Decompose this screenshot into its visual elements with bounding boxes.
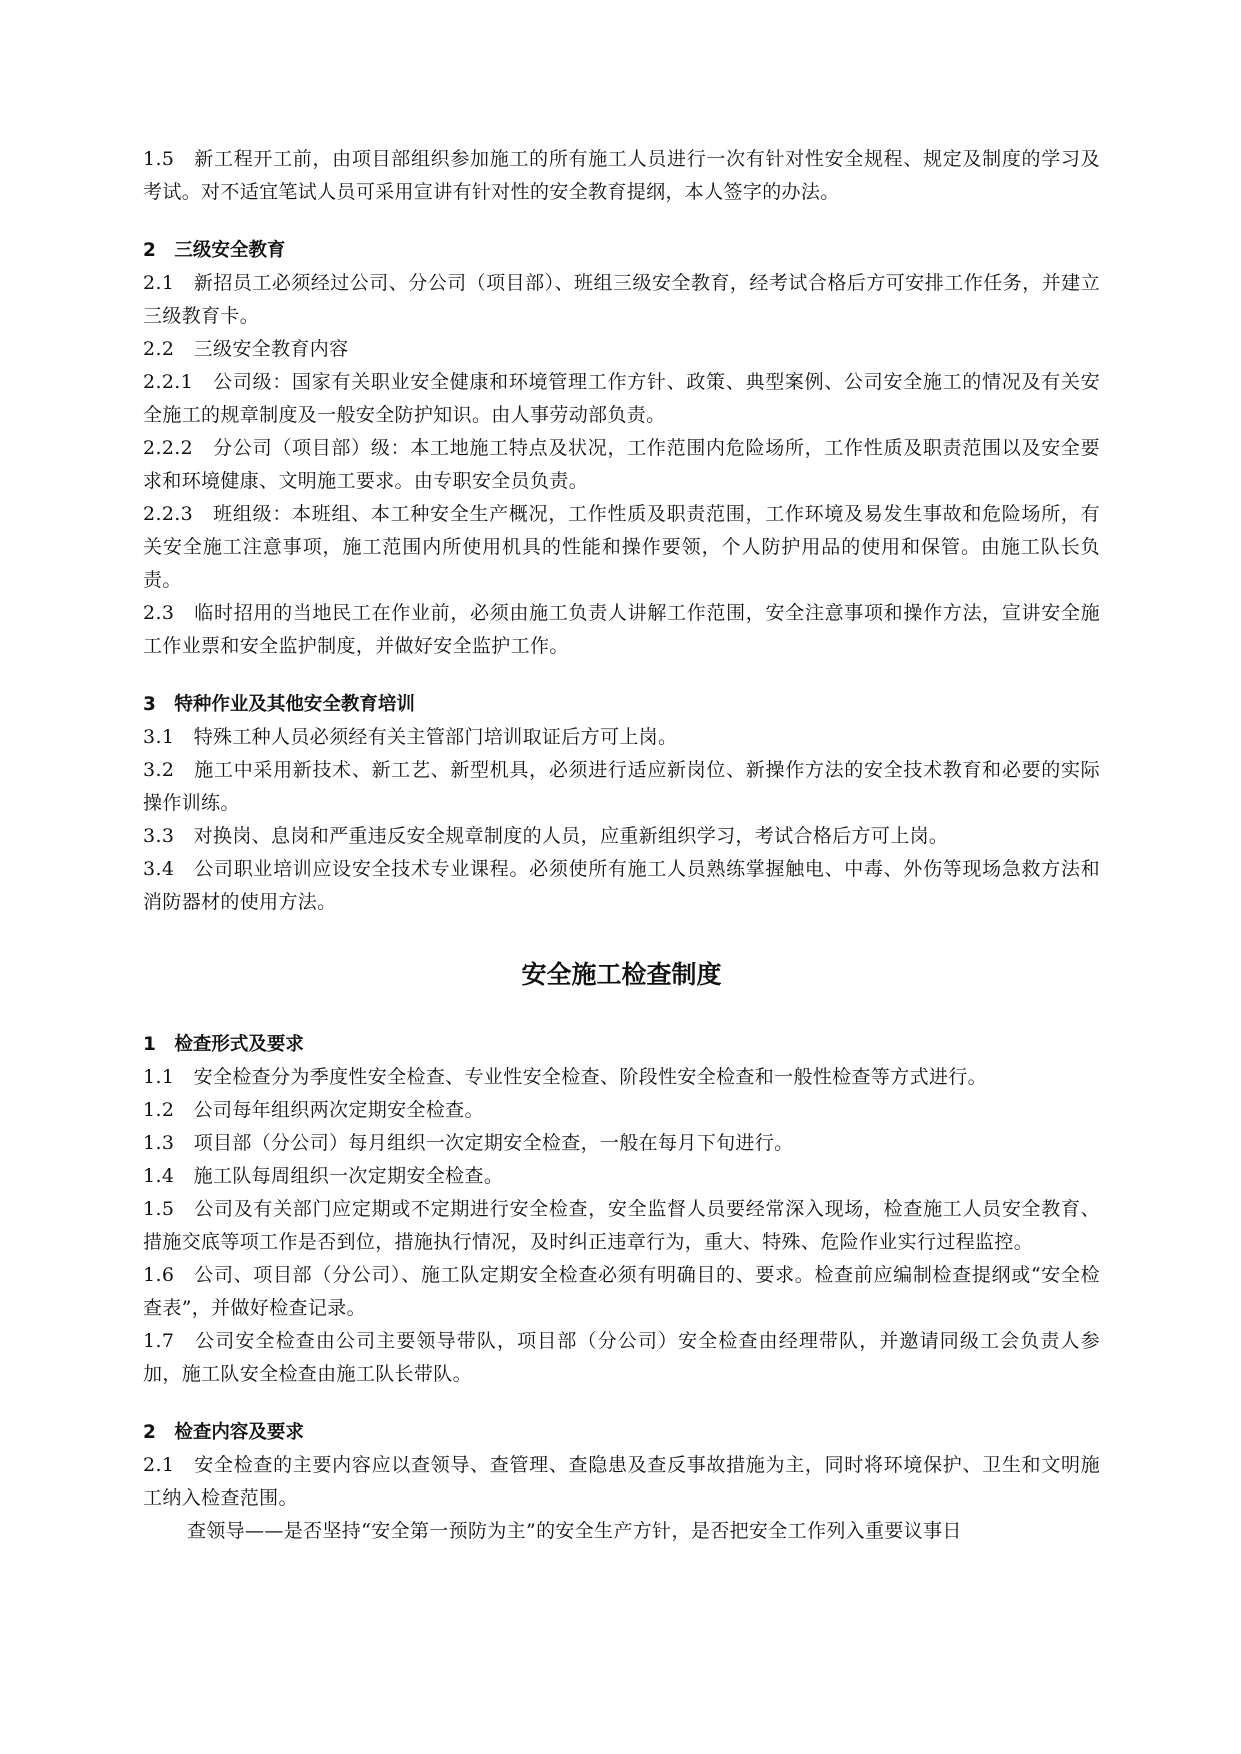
document-title: 安全施工检查制度 [521, 960, 722, 989]
paragraph-3-3: 3.3 对换岗、息岗和严重违反安全规章制度的人员，应重新组织学习，考试合格后方可上岗。 [143, 825, 949, 847]
heading-check-1: 1 检查形式及要求 [143, 1034, 304, 1055]
paragraph-3-1: 3.1 特殊工种人员必须经有关主管部门培训取证后方可上岗。 [143, 726, 678, 748]
document-body [143, 143, 1100, 1548]
paragraph-3-4: 3.4 公司职业培训应设安全技术专业课程。必须使所有施工人员熟练掌握触电、中毒、外伤等现场急救方法和消防器材的使用方法。 [143, 858, 1100, 913]
heading-section-3: 3 特种作业及其他安全教育培训 [143, 694, 415, 715]
paragraph-2-1: 2.1 新招员工必须经过公司、分公司（项目部）、班组三级安全教育，经考试合格后方可安排工作任务，并建立三级教育卡。 [143, 272, 1100, 327]
paragraph-1-5: 1.5 新工程开工前，由项目部组织参加施工的所有施工人员进行一次有针对性安全规程、规定及制度的学习及考试。对不适宜笔试人员可采用宣讲有针对性的安全教育提纲，本人签字的办法。 [143, 148, 1100, 203]
paragraph-check-1-4: 1.4 施工队每周组织一次定期安全检查。 [143, 1165, 504, 1187]
paragraph-check-1-1: 1.1 安全检查分为季度性安全检查、专业性安全检查、阶段性安全检查和一般性检查等方式进行。 [143, 1066, 987, 1088]
paragraph-2-3: 2.3 临时招用的当地民工在作业前，必须由施工负责人讲解工作范围，安全注意事项和操作方法，宣讲安全施工作业票和安全监护制度，并做好安全监护工作。 [143, 602, 1100, 657]
paragraph-check-1-2: 1.2 公司每年组织两次定期安全检查。 [143, 1099, 484, 1121]
paragraph-2-2-2: 2.2.2 分公司（项目部）级：本工地施工特点及状况，工作范围内危险场所，工作性质及职责范围以及安全要求和环境健康、文明施工要求。由专职安全员负责。 [143, 437, 1100, 492]
paragraph-2-2: 2.2 三级安全教育内容 [143, 338, 349, 360]
paragraph-3-2: 3.2 施工中采用新技术、新工艺、新型机具，必须进行适应新岗位、新操作方法的安全技术教育和必要的实际操作训练。 [143, 759, 1100, 814]
paragraph-2-2-1: 2.2.1 公司级：国家有关职业安全健康和环境管理工作方针、政策、典型案例、公司安全施工的情况及有关安全施工的规章制度及一般安全防护知识。由人事劳动部负责。 [143, 371, 1100, 426]
paragraph-2-2-3: 2.2.3 班组级：本班组、本工种安全生产概况，工作性质及职责范围，工作环境及易发生事故和危险场所，有关安全施工注意事项，施工范围内所使用机具的性能和操作要领，个人防护用品的使用和保管。由施工队长负责。 [143, 503, 1100, 591]
paragraph-check-1-6: 1.6 公司、项目部（分公司）、施工队定期安全检查必须有明确目的、要求。检查前应编制检查提纲或“安全检查表”，并做好检查记录。 [143, 1264, 1100, 1319]
heading-check-2: 2 检查内容及要求 [143, 1422, 304, 1443]
paragraph-check-1-3: 1.3 项目部（分公司）每月组织一次定期安全检查，一般在每月下旬进行。 [143, 1132, 794, 1154]
paragraph-check-leadership: 查领导——是否坚持“安全第一预防为主”的安全生产方针，是否把安全工作列入重要议事日 [187, 1520, 962, 1542]
paragraph-check-1-7: 1.7 公司安全检查由公司主要领导带队，项目部（分公司）安全检查由经理带队，并邀请同级工会负责人参加，施工队安全检查由施工队长带队。 [143, 1330, 1100, 1385]
paragraph-check-2-1: 2.1 安全检查的主要内容应以查领导、查管理、查隐患及查反事故措施为主，同时将环境保护、卫生和文明施工纳入检查范围。 [143, 1454, 1100, 1509]
paragraph-check-1-5: 1.5 公司及有关部门应定期或不定期进行安全检查，安全监督人员要经常深入现场，检查施工人员安全教育、措施交底等项工作是否到位，措施执行情况，及时纠正违章行为，重大、特殊、危险作业实行过程监控。 [143, 1198, 1100, 1253]
heading-section-2: 2 三级安全教育 [143, 240, 286, 261]
